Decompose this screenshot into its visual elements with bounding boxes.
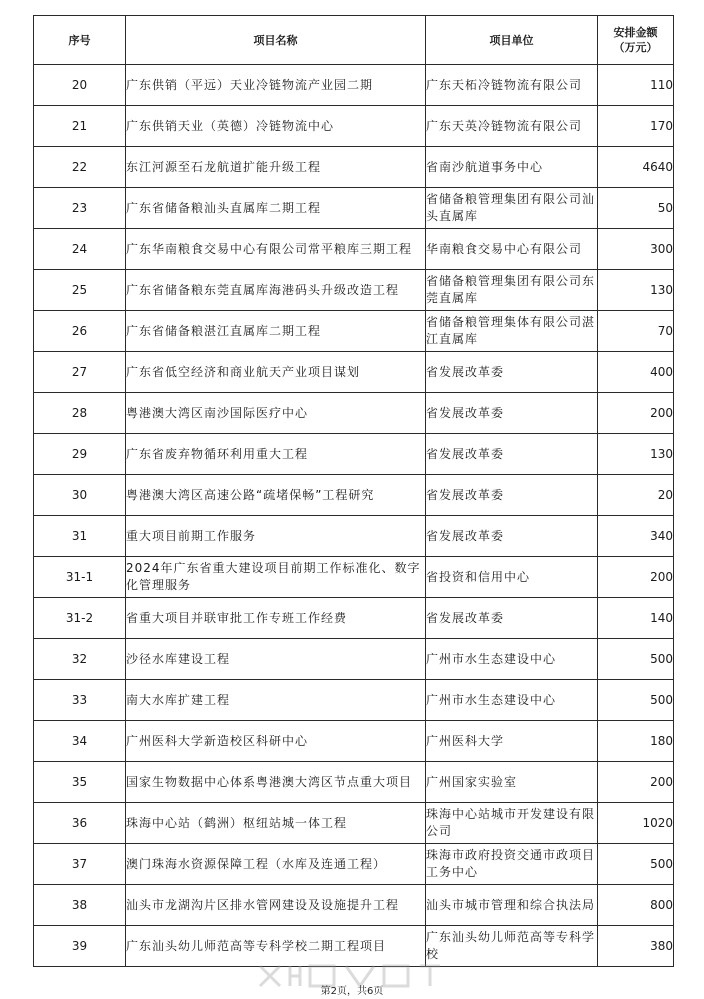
cell-project-unit: 广东汕头幼儿师范高等专科学校 — [426, 926, 598, 967]
cell-project-unit: 省储备粮管理集团有限公司东莞直属库 — [426, 270, 598, 311]
cell-project-name: 珠海中心站（鹤洲）枢纽站城一体工程 — [126, 803, 426, 844]
table-row — [34, 639, 674, 680]
cell-seq: 27 — [34, 352, 126, 393]
cell-seq: 39 — [34, 926, 126, 967]
table-row — [34, 885, 674, 926]
cell-project-unit: 汕头市城市管理和综合执法局 — [426, 885, 598, 926]
cell-seq: 36 — [34, 803, 126, 844]
header-project-unit: 项目单位 — [426, 16, 598, 65]
header-amount-line2: （万元） — [613, 41, 658, 54]
table-row — [34, 434, 674, 475]
cell-seq: 21 — [34, 106, 126, 147]
cell-project-unit: 省储备粮管理集团有限公司汕头直属库 — [426, 188, 598, 229]
cell-amount: 500 — [598, 680, 674, 721]
cell-project-name: 广东汕头幼儿师范高等专科学校二期工程项目 — [126, 926, 426, 967]
cell-seq: 34 — [34, 721, 126, 762]
cell-project-name: 广东省低空经济和商业航天产业项目谋划 — [126, 352, 426, 393]
cell-project-name: 澳门珠海水资源保障工程（水库及连通工程） — [126, 844, 426, 885]
cell-project-unit: 省发展改革委 — [426, 516, 598, 557]
cell-project-name: 国家生物数据中心体系粤港澳大湾区节点重大项目 — [126, 762, 426, 803]
cell-project-name: 粤港澳大湾区高速公路“疏堵保畅”工程研究 — [126, 475, 426, 516]
cell-project-name: 汕头市龙湖沟片区排水管网建设及设施提升工程 — [126, 885, 426, 926]
table-row — [34, 680, 674, 721]
cell-seq: 29 — [34, 434, 126, 475]
cell-seq: 23 — [34, 188, 126, 229]
cell-amount: 300 — [598, 229, 674, 270]
cell-amount: 70 — [598, 311, 674, 352]
page-footer: 第2页，共6页 — [320, 986, 384, 997]
cell-seq: 32 — [34, 639, 126, 680]
table-row — [34, 598, 674, 639]
cell-amount: 200 — [598, 393, 674, 434]
cell-project-unit: 广州市水生态建设中心 — [426, 680, 598, 721]
table-row — [34, 844, 674, 885]
cell-project-unit: 省发展改革委 — [426, 393, 598, 434]
cell-amount: 110 — [598, 65, 674, 106]
cell-project-name: 东江河源至石龙航道扩能升级工程 — [126, 147, 426, 188]
cell-amount: 130 — [598, 270, 674, 311]
cell-amount: 4640 — [598, 147, 674, 188]
cell-seq: 31 — [34, 516, 126, 557]
cell-seq: 31-1 — [34, 557, 126, 598]
cell-project-unit: 省发展改革委 — [426, 598, 598, 639]
cell-amount: 200 — [598, 557, 674, 598]
cell-amount: 130 — [598, 434, 674, 475]
cell-amount: 180 — [598, 721, 674, 762]
cell-seq: 28 — [34, 393, 126, 434]
cell-project-name: 重大项目前期工作服务 — [126, 516, 426, 557]
cell-project-name: 2024年广东省重大建设项目前期工作标准化、数字化管理服务 — [126, 557, 426, 598]
table-row — [34, 516, 674, 557]
cell-seq: 33 — [34, 680, 126, 721]
table-row — [34, 229, 674, 270]
cell-project-unit: 华南粮食交易中心有限公司 — [426, 229, 598, 270]
cell-project-unit: 省投资和信用中心 — [426, 557, 598, 598]
header-amount-line1: 安排金额 — [613, 26, 658, 39]
cell-project-unit: 省发展改革委 — [426, 352, 598, 393]
cell-amount: 200 — [598, 762, 674, 803]
header-amount — [598, 16, 674, 65]
cell-amount: 1020 — [598, 803, 674, 844]
cell-project-name: 广东供销天业（英德）冷链物流中心 — [126, 106, 426, 147]
cell-seq: 22 — [34, 147, 126, 188]
cell-project-name: 广东省储备粮东莞直属库海港码头升级改造工程 — [126, 270, 426, 311]
cell-amount: 800 — [598, 885, 674, 926]
table-row — [34, 557, 674, 598]
cell-project-unit: 珠海市政府投资交通市政项目工务中心 — [426, 844, 598, 885]
cell-amount: 500 — [598, 639, 674, 680]
cell-project-unit: 广州市水生态建设中心 — [426, 639, 598, 680]
table-row — [34, 803, 674, 844]
table-row — [34, 65, 674, 106]
table-row — [34, 352, 674, 393]
table-row — [34, 311, 674, 352]
cell-amount: 170 — [598, 106, 674, 147]
cell-project-name: 沙径水库建设工程 — [126, 639, 426, 680]
cell-project-unit: 广州医科大学 — [426, 721, 598, 762]
cell-seq: 30 — [34, 475, 126, 516]
cell-project-unit: 广东天柘冷链物流有限公司 — [426, 65, 598, 106]
cell-project-unit: 省发展改革委 — [426, 434, 598, 475]
cell-seq: 26 — [34, 311, 126, 352]
cell-project-name: 广东华南粮食交易中心有限公司常平粮库三期工程 — [126, 229, 426, 270]
table-row — [34, 106, 674, 147]
cell-project-name: 南大水库扩建工程 — [126, 680, 426, 721]
table-row — [34, 721, 674, 762]
cell-amount: 140 — [598, 598, 674, 639]
cell-amount: 500 — [598, 844, 674, 885]
cell-seq: 31-2 — [34, 598, 126, 639]
cell-amount: 380 — [598, 926, 674, 967]
cell-project-name: 广东供销（平远）天业冷链物流产业园二期 — [126, 65, 426, 106]
cell-project-unit: 省南沙航道事务中心 — [426, 147, 598, 188]
cell-project-name: 广东省废弃物循环利用重大工程 — [126, 434, 426, 475]
cell-project-unit: 珠海中心站城市开发建设有限公司 — [426, 803, 598, 844]
header-seq: 序号 — [34, 16, 126, 65]
header-project-name: 项目名称 — [126, 16, 426, 65]
cell-project-unit: 广州国家实验室 — [426, 762, 598, 803]
cell-project-name: 广东省储备粮汕头直属库二期工程 — [126, 188, 426, 229]
table-row — [34, 270, 674, 311]
cell-amount: 340 — [598, 516, 674, 557]
cell-project-name: 广州医科大学新造校区科研中心 — [126, 721, 426, 762]
cell-seq: 24 — [34, 229, 126, 270]
cell-project-name: 省重大项目并联审批工作专班工作经费 — [126, 598, 426, 639]
table-header-row — [34, 16, 674, 65]
cell-project-name: 广东省储备粮湛江直属库二期工程 — [126, 311, 426, 352]
cell-seq: 38 — [34, 885, 126, 926]
funding-table — [33, 15, 674, 967]
cell-seq: 25 — [34, 270, 126, 311]
cell-project-unit: 广东天英冷链物流有限公司 — [426, 106, 598, 147]
cell-project-unit: 省发展改革委 — [426, 475, 598, 516]
cell-amount: 50 — [598, 188, 674, 229]
table-row — [34, 475, 674, 516]
cell-project-name: 粤港澳大湾区南沙国际医疗中心 — [126, 393, 426, 434]
cell-amount: 20 — [598, 475, 674, 516]
table-row — [34, 188, 674, 229]
cell-amount: 400 — [598, 352, 674, 393]
cell-seq: 20 — [34, 65, 126, 106]
cell-seq: 37 — [34, 844, 126, 885]
table-row — [34, 393, 674, 434]
cell-project-unit: 省储备粮管理集体有限公司湛江直属库 — [426, 311, 598, 352]
table-row — [34, 147, 674, 188]
cell-seq: 35 — [34, 762, 126, 803]
table-row — [34, 762, 674, 803]
